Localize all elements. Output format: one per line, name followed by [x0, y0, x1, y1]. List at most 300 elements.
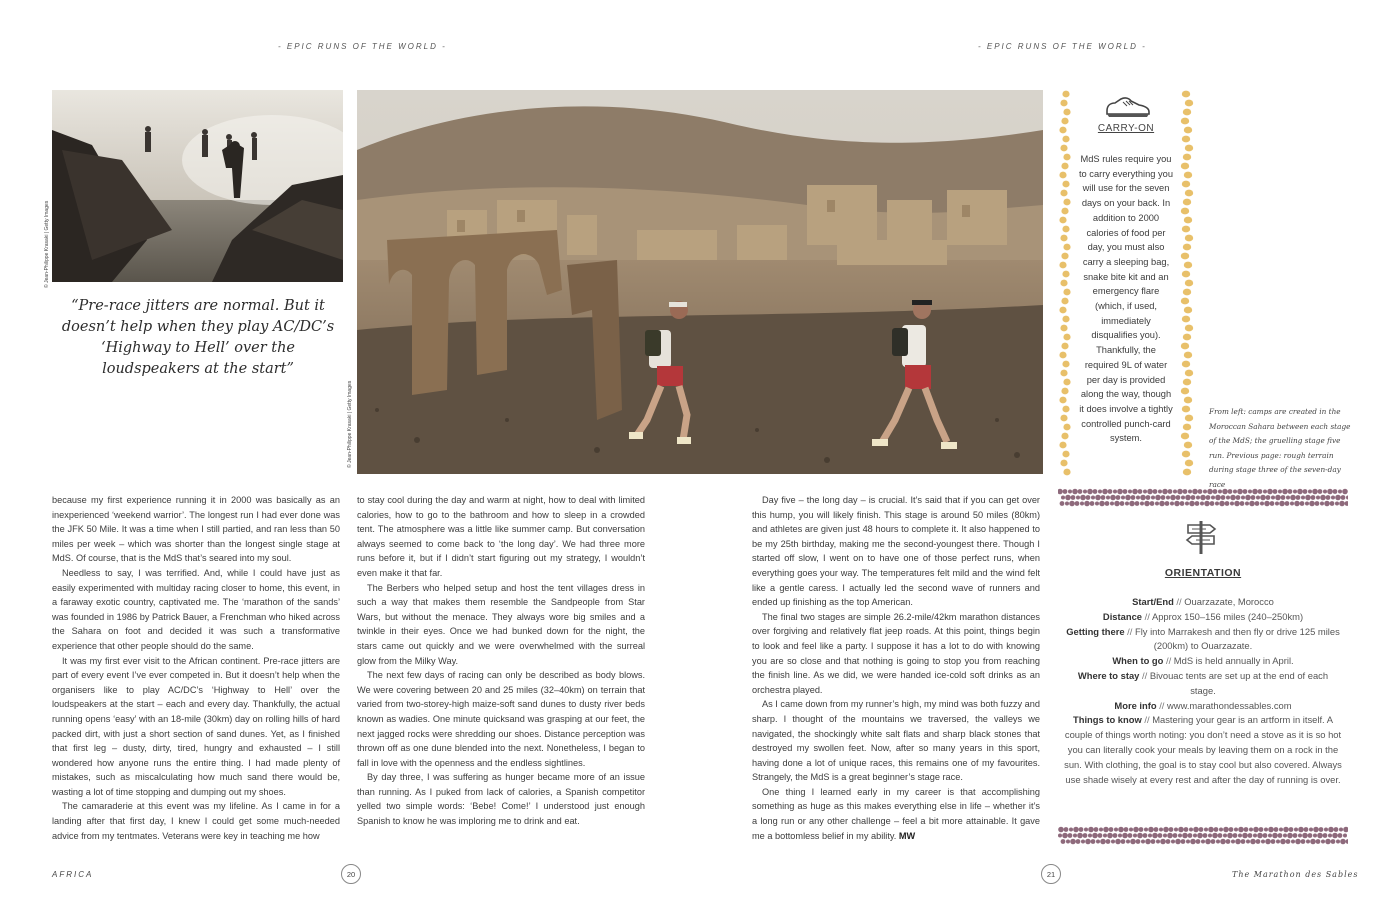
border-dot: [1059, 442, 1066, 449]
item-value: Fly into Marrakesh and then fly or drive 125 miles (200km) to Ouarzazate.: [1135, 625, 1340, 652]
orientation-item-things-to-know: [1064, 713, 1342, 787]
band-dot: [1163, 834, 1167, 838]
border-dot: [1182, 181, 1190, 188]
band-dot: [1275, 495, 1281, 501]
band-dot: [1125, 502, 1129, 506]
item-separator: //: [1144, 714, 1150, 726]
band-dot: [1185, 502, 1189, 506]
item-separator: //: [1142, 669, 1148, 681]
band-dot: [1227, 833, 1233, 839]
band-dot: [1264, 828, 1268, 832]
item-separator: //: [1127, 625, 1133, 637]
band-dot: [1088, 834, 1092, 838]
band-dot: [1219, 501, 1225, 507]
item-value-link[interactable]: www.marathondessables.com: [1167, 699, 1292, 711]
band-dot: [1071, 495, 1076, 500]
border-dot: [1059, 352, 1066, 359]
band-dot: [1334, 827, 1339, 832]
band-dot: [1286, 839, 1291, 844]
band-dot: [1271, 496, 1275, 500]
band-dot: [1077, 833, 1083, 839]
band-dot: [1258, 489, 1263, 494]
band-dot: [1244, 827, 1249, 832]
band-dot: [1207, 489, 1213, 495]
band-dot: [1240, 501, 1245, 506]
band-dot: [1283, 827, 1289, 833]
border-dot: [1062, 316, 1069, 323]
band-dot: [1331, 839, 1336, 844]
band-dot: [1298, 827, 1304, 833]
band-dot: [1238, 834, 1242, 838]
band-dot: [1283, 834, 1287, 838]
band-dot: [1305, 495, 1311, 501]
band-dot: [1338, 490, 1342, 494]
border-dot: [1183, 199, 1191, 206]
band-dot: [1203, 490, 1207, 494]
band-dot: [1256, 496, 1260, 500]
item-value: MdS is held annually in April.: [1173, 655, 1294, 667]
band-dot: [1075, 501, 1080, 506]
band-dot: [1276, 840, 1280, 844]
band-dot: [1084, 828, 1088, 832]
band-dot: [1061, 839, 1066, 844]
band-dot: [1129, 828, 1133, 832]
band-dot: [1221, 495, 1226, 500]
band-dot: [1275, 502, 1279, 506]
band-dot: [1293, 833, 1298, 838]
carry-on-text: MdS rules require you to carry everything you will use for the seven days on your back. In addition to 2000 calories of food per day, you must also carry a sleeping bag, snake bite kit and an emergency flare (which, if used, immediately disqualifies you). Thankfully, the required 9L of water per day is provided along the way, though it does involve a tightly controlled punch-card system.: [1078, 154, 1174, 444]
band-dot: [1099, 828, 1103, 832]
band-dot: [1306, 840, 1310, 844]
border-dot: [1182, 271, 1190, 278]
band-dot: [1153, 489, 1158, 494]
band-dot: [1238, 827, 1244, 833]
band-dot: [1161, 495, 1166, 500]
author-signature: MW: [898, 830, 916, 841]
pull-quote: “Pre-race jitters are normal. But it doesn’t help when they play AC/DC’s ‘Highway to Hell’ over the loudspeakers at the start”: [61, 298, 335, 377]
band-dot: [1114, 828, 1118, 832]
band-dot: [1340, 839, 1346, 845]
band-dot: [1241, 496, 1245, 500]
band-dot: [1312, 489, 1318, 495]
band-dot: [1294, 828, 1298, 832]
band-dot: [1301, 839, 1306, 844]
signpost-icon: [1184, 519, 1218, 555]
camp-photo: [52, 90, 343, 282]
band-dot: [1252, 489, 1258, 495]
band-dot: [1320, 502, 1324, 506]
band-dot: [1098, 490, 1102, 494]
item-separator: //: [1159, 699, 1165, 711]
band-dot: [1320, 495, 1326, 501]
band-dot: [1290, 495, 1296, 501]
band-dot: [1183, 489, 1188, 494]
band-dot: [1260, 502, 1264, 506]
band-dot: [1091, 839, 1096, 844]
band-dot: [1300, 501, 1305, 506]
band-dot: [1155, 502, 1159, 506]
band-dot: [1280, 839, 1286, 845]
paragraph-last: [752, 785, 1040, 843]
border-dot: [1183, 244, 1191, 251]
border-dot: [1182, 451, 1190, 458]
band-dot: [1324, 828, 1328, 832]
band-dot: [1278, 833, 1283, 838]
band-dot: [1165, 501, 1170, 506]
band-dot: [1081, 840, 1085, 844]
band-dot: [1338, 833, 1343, 838]
band-dot: [1235, 839, 1241, 845]
band-dot: [1177, 489, 1183, 495]
border-dot: [1062, 451, 1069, 458]
border-dot: [1060, 415, 1067, 422]
band-dot: [1185, 495, 1191, 501]
item-separator: //: [1176, 596, 1182, 607]
band-dot: [1317, 833, 1323, 839]
band-dot: [1151, 496, 1155, 500]
band-dot: [1073, 827, 1079, 833]
band-dot: [1162, 489, 1168, 495]
border-dot: [1063, 379, 1070, 386]
band-dot: [1173, 490, 1177, 494]
border-dot: [1061, 388, 1068, 395]
border-dot: [1063, 469, 1070, 476]
border-dot: [1182, 316, 1190, 323]
band-dot: [1271, 839, 1276, 844]
band-dot: [1064, 827, 1069, 832]
orientation-list: [1064, 595, 1342, 787]
border-dot: [1185, 235, 1193, 242]
band-dot: [1091, 496, 1095, 500]
band-dot: [1264, 501, 1270, 507]
band-dot: [1249, 501, 1255, 507]
band-dot: [1168, 489, 1173, 494]
band-dot: [1070, 839, 1076, 845]
band-dot: [1304, 827, 1309, 832]
band-dot: [1190, 839, 1196, 845]
band-dot: [1234, 501, 1240, 507]
band-dot: [1311, 495, 1316, 500]
border-dot: [1063, 289, 1070, 296]
band-dot: [1211, 496, 1215, 500]
band-dot: [1316, 496, 1320, 500]
band-dot: [1166, 839, 1171, 844]
band-dot: [1253, 834, 1257, 838]
band-dot: [1173, 833, 1178, 838]
border-dot: [1181, 298, 1189, 305]
band-dot: [1146, 495, 1151, 500]
band-dot: [1092, 833, 1098, 839]
band-dot: [1058, 827, 1064, 833]
band-dot: [1215, 502, 1219, 506]
band-dot: [1228, 489, 1233, 494]
border-dot: [1061, 118, 1068, 125]
band-dot: [1163, 827, 1169, 833]
band-dot: [1326, 495, 1331, 500]
border-dot: [1185, 280, 1193, 287]
band-dot: [1296, 495, 1301, 500]
band-dot: [1178, 827, 1184, 833]
band-dot: [1318, 489, 1323, 494]
paragraph: to stay cool during the day and warm at night, how to deal with limited calories, how to go to the bathroom and how to sleep in a crowded tent. The atmosphere was a little like summer camp. But conversation always seemed to come back to ‘the long day’. We had three more runs before it, but if I didn’t start figuring out my strategy, I wouldn’t even make it that far.: [357, 495, 645, 578]
decorative-band-top: [1058, 487, 1348, 509]
band-dot: [1215, 495, 1221, 501]
border-dot: [1185, 370, 1193, 377]
band-dot: [1257, 833, 1263, 839]
band-dot: [1309, 828, 1313, 832]
band-dot: [1102, 489, 1108, 495]
band-dot: [1203, 833, 1208, 838]
band-dot: [1121, 496, 1125, 500]
band-dot: [1303, 489, 1308, 494]
border-dot: [1184, 217, 1192, 224]
body-column-2: [357, 493, 645, 829]
border-dot: [1181, 208, 1189, 215]
border-dot: [1060, 145, 1067, 152]
orientation-title: ORIENTATION: [1164, 567, 1242, 579]
band-dot: [1144, 828, 1148, 832]
paragraph: The next few days of racing can only be described as body blows. We were covering between 20 and 25 miles (32–40km) on terrain that varied from two-storey-high maize-soft sand dunes to dusty river beds known as wadies. One minute quicksand was grasping at our feet, the next jagged rocks were shredding our shoes. Distance perception was thrown off as one dune blended into the next. Nonetheless, I began to fall in love with the openness and the endless sightlines.: [357, 670, 645, 768]
band-dot: [1110, 495, 1116, 501]
band-dot: [1151, 839, 1156, 844]
band-dot: [1109, 827, 1114, 832]
band-dot: [1132, 489, 1138, 495]
band-dot: [1323, 833, 1328, 838]
band-dot: [1148, 827, 1154, 833]
band-dot: [1208, 834, 1212, 838]
band-dot: [1170, 502, 1174, 506]
orientation-item-getting-there: [1064, 625, 1342, 655]
band-dot: [1339, 501, 1345, 507]
band-dot: [1259, 827, 1264, 832]
band-dot: [1113, 833, 1118, 838]
body-column-1: [52, 493, 340, 843]
band-dot: [1095, 502, 1099, 506]
border-dot: [1062, 91, 1069, 98]
band-dot: [1286, 496, 1290, 500]
band-dot: [1342, 489, 1348, 495]
band-dot: [1106, 496, 1110, 500]
band-dot: [1212, 833, 1218, 839]
border-dot: [1061, 208, 1068, 215]
band-dot: [1263, 833, 1268, 838]
band-dot: [1331, 496, 1335, 500]
band-dot: [1175, 839, 1181, 845]
item-separator: //: [1165, 655, 1172, 667]
band-dot: [1093, 489, 1098, 494]
band-dot: [1204, 828, 1208, 832]
band-dot: [1065, 502, 1069, 506]
border-dot: [1062, 361, 1069, 368]
band-dot: [1285, 501, 1290, 506]
border-dot: [1185, 415, 1193, 422]
band-dot: [1267, 489, 1273, 495]
band-dot: [1260, 495, 1266, 501]
band-dot: [1270, 501, 1275, 506]
band-dot: [1076, 496, 1080, 500]
item-label: Where to stay: [1077, 669, 1140, 681]
band-dot: [1245, 495, 1251, 501]
band-dot: [1308, 833, 1313, 838]
item-label: Getting there: [1066, 625, 1125, 637]
band-dot: [1234, 828, 1238, 832]
border-dot: [1060, 100, 1067, 107]
band-dot: [1136, 839, 1141, 844]
border-dot: [1183, 469, 1191, 476]
band-dot: [1135, 501, 1140, 506]
band-dot: [1332, 833, 1338, 839]
border-dot: [1060, 280, 1067, 287]
border-dot: [1062, 136, 1069, 143]
band-dot: [1184, 827, 1189, 832]
band-dot: [1189, 828, 1193, 832]
band-dot: [1065, 495, 1071, 501]
band-dot: [1236, 495, 1241, 500]
band-dot: [1305, 502, 1309, 506]
band-dot: [1211, 839, 1216, 844]
band-dot: [1178, 834, 1182, 838]
band-dot: [1308, 490, 1312, 494]
band-dot: [1268, 834, 1272, 838]
band-dot: [1208, 827, 1214, 833]
band-dot: [1195, 501, 1200, 506]
border-dot: [1060, 235, 1067, 242]
band-dot: [1143, 833, 1148, 838]
item-label: Things to know: [1073, 714, 1142, 726]
orientation-item-distance: [1064, 610, 1342, 625]
border-dot: [1059, 307, 1066, 314]
band-dot: [1180, 501, 1185, 506]
band-dot: [1220, 839, 1226, 845]
paragraph: The final two stages are simple 26.2-mile/42km marathon distances over forgiving and relatively flat jeep roads. At this point, things begin to look and feel like a party. I suppose it has a lot to do with knowing you are so close and that nothing is going to stop you from reaching the finish line. As we did, we were handed ice-cold soft drinks as an orchestra played.: [752, 611, 1040, 695]
band-dot: [1196, 496, 1200, 500]
band-dot: [1313, 827, 1319, 833]
orientation-item-where-to-stay: [1064, 669, 1342, 699]
border-dot: [1181, 433, 1189, 440]
band-dot: [1233, 490, 1237, 494]
band-dot: [1310, 839, 1316, 845]
border-dot: [1183, 289, 1191, 296]
border-dot: [1060, 325, 1067, 332]
band-dot: [1140, 502, 1144, 506]
band-dot: [1346, 839, 1348, 844]
band-dot: [1245, 502, 1249, 506]
paragraph: Needless to say, I was terrified. And, while I could have just as easily experimented with multiday racing closer to home, this event, in a faraway exotic country, captivated me. The ‘marathon of the sands’ was founded in 1986 by Patrick Bauer, a Frenchman who hiked across the Sahara on foot and decided it was such a transformative experience that other people should do the same.: [52, 567, 340, 651]
band-dot: [1171, 840, 1175, 844]
band-dot: [1237, 489, 1243, 495]
band-dot: [1204, 501, 1210, 507]
band-dot: [1130, 839, 1136, 845]
band-dot: [1174, 501, 1180, 507]
band-dot: [1248, 833, 1253, 838]
band-dot: [1214, 827, 1219, 832]
band-dot: [1205, 839, 1211, 845]
band-dot: [1281, 495, 1286, 500]
border-dot: [1181, 163, 1189, 170]
band-dot: [1279, 828, 1283, 832]
band-dot: [1293, 490, 1297, 494]
band-dot: [1073, 834, 1077, 838]
page-number-left: 20: [341, 864, 361, 884]
band-dot: [1116, 495, 1121, 500]
paragraph: The Berbers who helped setup and host the tent villages dress in such a way that makes them resemble the Sandpeople from Star Wars, but without the menace. They always wore big smiles and a twinkle in their eyes. Once we had bunked down for the night, the stars came out quickly and we were overwhelmed with the surreal glow from the Milky Way.: [357, 582, 645, 666]
border-dot: [1061, 343, 1068, 350]
band-dot: [1066, 840, 1070, 844]
band-dot: [1248, 490, 1252, 494]
orientation-item-when-to-go: [1064, 654, 1342, 669]
band-dot: [1261, 840, 1265, 844]
border-dot: [1183, 334, 1191, 341]
band-dot: [1152, 833, 1158, 839]
item-label: Distance: [1102, 610, 1143, 622]
band-dot: [1265, 839, 1271, 845]
band-dot: [1193, 827, 1199, 833]
band-dot: [1192, 489, 1198, 495]
band-dot: [1125, 495, 1131, 501]
band-dot: [1301, 496, 1305, 500]
band-dot: [1289, 827, 1294, 832]
band-dot: [1288, 489, 1293, 494]
border-dot: [1183, 154, 1191, 161]
border-dot: [1060, 370, 1067, 377]
border-dot: [1059, 397, 1066, 404]
border-dot: [1059, 262, 1066, 269]
band-dot: [1143, 490, 1147, 494]
band-dot: [1123, 489, 1128, 494]
band-dot: [1122, 833, 1128, 839]
border-dot: [1063, 244, 1070, 251]
band-dot: [1126, 840, 1130, 844]
band-dot: [1272, 833, 1278, 839]
band-dot: [1094, 827, 1099, 832]
band-dot: [1191, 495, 1196, 500]
border-dot: [1181, 253, 1189, 260]
band-dot: [1139, 827, 1144, 832]
border-dot: [1061, 298, 1068, 305]
band-dot: [1181, 839, 1186, 844]
band-dot: [1096, 840, 1100, 844]
band-dot: [1061, 496, 1065, 500]
border-dot: [1062, 406, 1069, 413]
border-dot: [1184, 442, 1192, 449]
band-dot: [1290, 502, 1294, 506]
band-dot: [1131, 495, 1136, 500]
border-dot: [1181, 388, 1189, 395]
band-dot: [1154, 827, 1159, 832]
band-dot: [1159, 828, 1163, 832]
border-dot: [1183, 424, 1191, 431]
band-dot: [1243, 489, 1248, 494]
band-dot: [1176, 495, 1181, 500]
band-dot: [1170, 495, 1176, 501]
band-dot: [1083, 833, 1088, 838]
border-dot: [1063, 154, 1070, 161]
paragraph: The camaraderie at this event was my lifeline. As I came in for a landing after that first day, I knew I could get some much-needed advice from my tentmates. Veterans were key in teaching me how: [52, 801, 340, 841]
band-dot: [1256, 839, 1261, 844]
band-dot: [1110, 502, 1114, 506]
border-dot: [1182, 361, 1190, 368]
band-dot: [1062, 833, 1068, 839]
band-dot: [1242, 833, 1248, 839]
band-dot: [1226, 496, 1230, 500]
band-dot: [1193, 834, 1197, 838]
band-dot: [1327, 489, 1333, 495]
border-dot: [1181, 118, 1189, 125]
band-dot: [1098, 833, 1103, 838]
item-label: When to go: [1112, 655, 1164, 667]
band-dot: [1251, 495, 1256, 500]
paragraph: It was my first ever visit to the African continent. Pre-race jitters are part of every event I’ve ever competed in. But it doesn’t help when the organisers like to play AC/DC’s ‘Highway to Hell’ over the loudspeakers at the start – each and every day. Thankfully, the actual running opens ‘easy’ with an 18-mile (30km) day on rolling hills of hard packed dirt, with just a short section of sand dunes. Yet, as I finished that first leg – dusty, dirty, tired, hungry and exhausted – I still wondered how anyone runs the entire thing. I had made plenty of mistakes, such as miscalculating how much sand there would be, wasting a lot of time stopping and dumping out my shoes.: [52, 655, 340, 797]
